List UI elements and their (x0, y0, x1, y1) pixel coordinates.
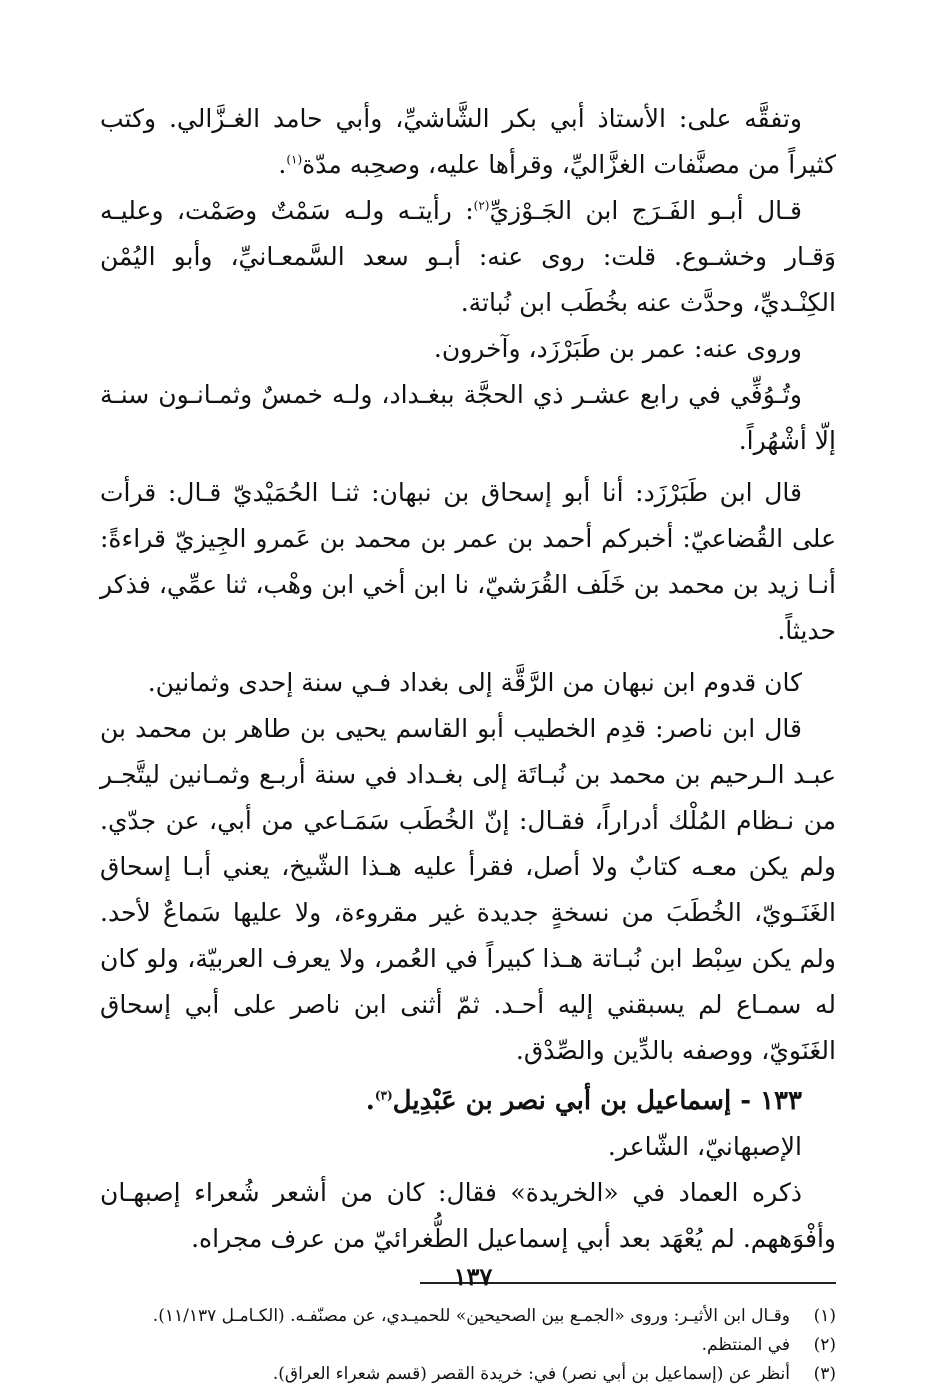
footnote-number: (٣) (813, 1364, 836, 1384)
entry-heading-text: ١٣٣ - إسماعيل بن أبي نصر بن عَبْدِيل (392, 1086, 802, 1116)
footnote-3 (100, 1360, 836, 1389)
entry-heading-end: . (365, 1086, 375, 1116)
main-text (100, 96, 836, 1262)
paragraph-death: وتُـوُفِّي في رابع عشـر ذي الحجَّة ببغـداد، ولـه خمسٌ وثمـانـون سنـة إلّا أشْهُراً. (100, 380, 836, 455)
footnote-text: أنظر عن (إسماعيل بن أبي نصر) في: خريدة القصر (قسم شعراء العراق). (272, 1364, 790, 1384)
footnote-text: في المنتظم. (701, 1335, 790, 1355)
paragraph-arrival: كان قدوم ابن نبهان من الرَّقَّة إلى بغداد فـي سنة إحدى وثمانين. (147, 668, 802, 697)
paragraph-studies (100, 96, 836, 188)
footnote-ref-2[interactable]: (٢) (473, 198, 490, 213)
paragraph-ibn-jawzi-start: قـال أبـو الفَـرَج ابن الجَـوْزيِّ (489, 196, 802, 225)
footnote-2 (100, 1331, 836, 1360)
footnote-ref-1[interactable]: (١) (286, 152, 303, 167)
footnote-number: (٢) (813, 1335, 836, 1355)
paragraph-ibn-jawzi (100, 188, 836, 326)
paragraph-kharida: ذكره العماد في «الخريدة» فقال: كان من أشعر شُعراء إصبهـان وأفْوَههم. لم يُعْهَد بعد أبي إسماعيل الطُّغرائيّ من عرف مجراه. (100, 1178, 836, 1253)
paragraph-ibn-nasir: قال ابن ناصر: قدِم الخطيب أبو القاسم يحيى بن طاهر بن محمد بن عبـد الـرحيم بن محمد بن نُبـاتَة إلى بغـداد في سنة أربـع وثمـانين ليتَّجـر من نـظام المُلْك أدراراً، فقـال: إنّ الخُطَب سَمَـاعي من أبي، عن جدّي. ولم يكن معـه كتابٌ ولا أصل، فقرأ عليه هـذا الشّيخ، يعني أبـا إسحاق الغَنَـويّ، الخُطَبَ من نسخةٍ جديدة غير مقروءة، ولا عليها سَماعٌ لأحد. ولم يكن سِبْط ابن نُبـاتة هـذا كبيراً في العُمر، ولا يعرف العربيّة، ولو كان له سمـاع لم يسبقني إليه أحـد. ثمّ أثنى ابن ناصر على أبي إسحاق الغَنَويّ، ووصفه بالدِّين والصِّدْق. (100, 714, 836, 1065)
footnote-ref-3[interactable]: (٣) (374, 1088, 393, 1103)
paragraph-studies-text: وتفقَّه على: الأستاذ أبي بكر الشَّاشيِّ، وأبي حامد الغـزَّالي. وكتب كثيراً من مصنَّفات الغزَّاليِّ، وقرأها عليه، وصحِبه مدّة (100, 104, 836, 179)
footnote-number: (١) (813, 1306, 836, 1326)
paragraph-narrators: وروى عنه: عمر بن طَبَرْزَد، وآخرون. (433, 334, 802, 363)
page-number: ١٣٧ (453, 1262, 493, 1291)
paragraph-ibn-jawzi-rest: : رأيتـه ولـه سَمْتٌ وصَمْت، وعليـه وَقـار وخشـوع. قلت: روى عنه: أبـو سعد السَّمعـانيِّ، وأبو اليُمْن الكِنْـديِّ، وحدَّث عنه بخُطَب ابن نُباتة. (100, 196, 836, 317)
entry-heading (100, 1078, 836, 1124)
footnote-text: وقـال ابن الأثيـر: وروى «الجمـع بين الصحيحين» للحميـدي، عن مصنّفـه. (الكـامـل ١١/١٣٧). (152, 1306, 790, 1326)
footnote-1 (100, 1302, 836, 1331)
paragraph-nisba: الإصبهانيّ، الشّاعر. (607, 1132, 802, 1161)
footnotes (100, 1302, 836, 1389)
book-page (100, 96, 836, 1389)
paragraph-studies-end: . (278, 150, 287, 179)
paragraph-isnad: قال ابن طَبَرْزَد: أنا أبو إسحاق بن نبهان: ثنـا الحُمَيْديّ قـال: قرأت على القُضاعيّ: أخبركم أحمد بن عمر بن محمد بن عَمرو الجِيزيّ قراءةً: أنـا زيد بن محمد بن خَلَف القُرَشيّ، نا ابن أخي ابن وهْب، ثنا عمِّي، فذكر حديثاً. (100, 478, 836, 645)
